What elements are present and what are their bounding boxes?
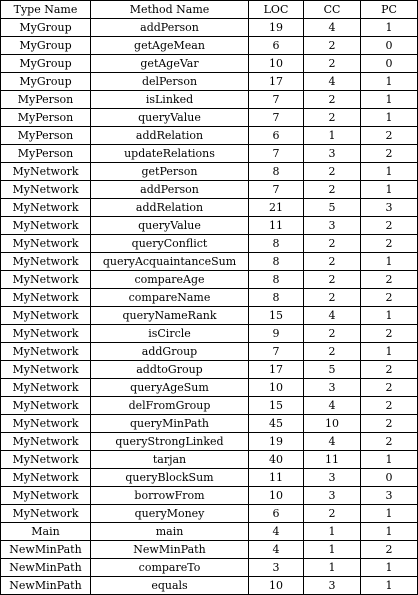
cell-pc: 1 bbox=[361, 559, 418, 577]
cell-method-name: updateRelations bbox=[91, 145, 249, 163]
table-row bbox=[1, 199, 418, 217]
cell-cc: 2 bbox=[304, 181, 361, 199]
cell-loc: 7 bbox=[249, 91, 304, 109]
cell-loc: 3 bbox=[249, 559, 304, 577]
cell-cc: 1 bbox=[304, 541, 361, 559]
table-row bbox=[1, 397, 418, 415]
cell-method-name: queryValue bbox=[91, 109, 249, 127]
table-row bbox=[1, 559, 418, 577]
cell-cc: 3 bbox=[304, 145, 361, 163]
cell-cc: 4 bbox=[304, 19, 361, 37]
cell-type-name: MyPerson bbox=[1, 109, 91, 127]
cell-cc: 3 bbox=[304, 217, 361, 235]
cell-pc: 0 bbox=[361, 37, 418, 55]
cell-loc: 7 bbox=[249, 109, 304, 127]
cell-cc: 11 bbox=[304, 451, 361, 469]
cell-pc: 2 bbox=[361, 415, 418, 433]
table-row bbox=[1, 451, 418, 469]
table-row bbox=[1, 469, 418, 487]
cell-pc: 1 bbox=[361, 253, 418, 271]
cell-cc: 2 bbox=[304, 55, 361, 73]
cell-loc: 19 bbox=[249, 433, 304, 451]
table-body bbox=[1, 19, 418, 595]
table-row bbox=[1, 433, 418, 451]
table-row bbox=[1, 307, 418, 325]
cell-cc: 2 bbox=[304, 289, 361, 307]
cell-loc: 45 bbox=[249, 415, 304, 433]
table-row bbox=[1, 127, 418, 145]
cell-method-name: getAgeMean bbox=[91, 37, 249, 55]
cell-pc: 1 bbox=[361, 343, 418, 361]
cell-pc: 1 bbox=[361, 73, 418, 91]
table-row bbox=[1, 91, 418, 109]
header-pc: PC bbox=[361, 1, 418, 19]
cell-method-name: addRelation bbox=[91, 199, 249, 217]
cell-cc: 2 bbox=[304, 163, 361, 181]
cell-loc: 7 bbox=[249, 343, 304, 361]
cell-loc: 17 bbox=[249, 361, 304, 379]
cell-type-name: MyNetwork bbox=[1, 325, 91, 343]
cell-method-name: queryNameRank bbox=[91, 307, 249, 325]
cell-method-name: queryValue bbox=[91, 217, 249, 235]
cell-cc: 2 bbox=[304, 37, 361, 55]
cell-method-name: queryMinPath bbox=[91, 415, 249, 433]
cell-loc: 8 bbox=[249, 253, 304, 271]
cell-pc: 2 bbox=[361, 217, 418, 235]
table-row bbox=[1, 577, 418, 595]
cell-pc: 1 bbox=[361, 505, 418, 523]
cell-cc: 2 bbox=[304, 271, 361, 289]
cell-type-name: NewMinPath bbox=[1, 577, 91, 595]
cell-cc: 2 bbox=[304, 505, 361, 523]
cell-pc: 2 bbox=[361, 235, 418, 253]
cell-pc: 1 bbox=[361, 307, 418, 325]
cell-type-name: MyNetwork bbox=[1, 253, 91, 271]
cell-type-name: MyGroup bbox=[1, 19, 91, 37]
cell-pc: 2 bbox=[361, 325, 418, 343]
cell-type-name: MyNetwork bbox=[1, 433, 91, 451]
cell-type-name: MyNetwork bbox=[1, 487, 91, 505]
header-cc: CC bbox=[304, 1, 361, 19]
cell-loc: 4 bbox=[249, 523, 304, 541]
cell-pc: 2 bbox=[361, 271, 418, 289]
cell-pc: 0 bbox=[361, 469, 418, 487]
cell-type-name: MyPerson bbox=[1, 127, 91, 145]
cell-pc: 1 bbox=[361, 91, 418, 109]
cell-cc: 2 bbox=[304, 253, 361, 271]
cell-method-name: main bbox=[91, 523, 249, 541]
cell-method-name: compareTo bbox=[91, 559, 249, 577]
header-loc: LOC bbox=[249, 1, 304, 19]
cell-type-name: MyNetwork bbox=[1, 361, 91, 379]
cell-pc: 3 bbox=[361, 199, 418, 217]
table-row bbox=[1, 73, 418, 91]
cell-method-name: equals bbox=[91, 577, 249, 595]
cell-method-name: queryConflict bbox=[91, 235, 249, 253]
cell-type-name: NewMinPath bbox=[1, 541, 91, 559]
cell-method-name: delFromGroup bbox=[91, 397, 249, 415]
cell-loc: 15 bbox=[249, 397, 304, 415]
cell-type-name: MyNetwork bbox=[1, 163, 91, 181]
cell-type-name: Main bbox=[1, 523, 91, 541]
table-row bbox=[1, 109, 418, 127]
cell-type-name: MyNetwork bbox=[1, 307, 91, 325]
cell-cc: 1 bbox=[304, 127, 361, 145]
table-row bbox=[1, 541, 418, 559]
table-row bbox=[1, 487, 418, 505]
cell-type-name: MyNetwork bbox=[1, 343, 91, 361]
cell-type-name: MyPerson bbox=[1, 145, 91, 163]
cell-loc: 4 bbox=[249, 541, 304, 559]
table-row bbox=[1, 271, 418, 289]
cell-type-name: MyGroup bbox=[1, 37, 91, 55]
cell-method-name: getPerson bbox=[91, 163, 249, 181]
cell-method-name: queryStrongLinked bbox=[91, 433, 249, 451]
cell-type-name: MyNetwork bbox=[1, 217, 91, 235]
cell-method-name: addGroup bbox=[91, 343, 249, 361]
cell-loc: 15 bbox=[249, 307, 304, 325]
cell-method-name: getAgeVar bbox=[91, 55, 249, 73]
cell-loc: 21 bbox=[249, 199, 304, 217]
cell-pc: 2 bbox=[361, 127, 418, 145]
cell-type-name: MyNetwork bbox=[1, 235, 91, 253]
table-row bbox=[1, 217, 418, 235]
cell-method-name: delPerson bbox=[91, 73, 249, 91]
cell-loc: 10 bbox=[249, 55, 304, 73]
table-row bbox=[1, 415, 418, 433]
cell-loc: 7 bbox=[249, 145, 304, 163]
cell-type-name: MyNetwork bbox=[1, 415, 91, 433]
cell-cc: 3 bbox=[304, 379, 361, 397]
cell-loc: 10 bbox=[249, 577, 304, 595]
cell-type-name: MyGroup bbox=[1, 73, 91, 91]
cell-type-name: MyNetwork bbox=[1, 505, 91, 523]
cell-pc: 1 bbox=[361, 577, 418, 595]
table-row bbox=[1, 19, 418, 37]
cell-pc: 2 bbox=[361, 541, 418, 559]
cell-cc: 4 bbox=[304, 397, 361, 415]
cell-method-name: addtoGroup bbox=[91, 361, 249, 379]
cell-method-name: compareName bbox=[91, 289, 249, 307]
cell-cc: 4 bbox=[304, 307, 361, 325]
cell-cc: 3 bbox=[304, 577, 361, 595]
cell-method-name: NewMinPath bbox=[91, 541, 249, 559]
cell-type-name: MyNetwork bbox=[1, 271, 91, 289]
table-row bbox=[1, 181, 418, 199]
cell-loc: 8 bbox=[249, 163, 304, 181]
cell-method-name: isCircle bbox=[91, 325, 249, 343]
cell-loc: 11 bbox=[249, 217, 304, 235]
cell-cc: 2 bbox=[304, 109, 361, 127]
cell-loc: 17 bbox=[249, 73, 304, 91]
cell-loc: 10 bbox=[249, 487, 304, 505]
header-type-name: Type Name bbox=[1, 1, 91, 19]
cell-pc: 1 bbox=[361, 523, 418, 541]
cell-pc: 1 bbox=[361, 181, 418, 199]
cell-cc: 10 bbox=[304, 415, 361, 433]
cell-loc: 8 bbox=[249, 289, 304, 307]
table-row bbox=[1, 343, 418, 361]
cell-loc: 6 bbox=[249, 37, 304, 55]
cell-method-name: queryAcquaintanceSum bbox=[91, 253, 249, 271]
table-row bbox=[1, 163, 418, 181]
table-row bbox=[1, 55, 418, 73]
cell-cc: 1 bbox=[304, 559, 361, 577]
cell-method-name: queryMoney bbox=[91, 505, 249, 523]
cell-cc: 2 bbox=[304, 343, 361, 361]
cell-method-name: addPerson bbox=[91, 19, 249, 37]
cell-cc: 2 bbox=[304, 325, 361, 343]
table-row bbox=[1, 325, 418, 343]
cell-type-name: MyNetwork bbox=[1, 181, 91, 199]
cell-pc: 1 bbox=[361, 451, 418, 469]
cell-type-name: MyNetwork bbox=[1, 379, 91, 397]
cell-pc: 1 bbox=[361, 109, 418, 127]
cell-cc: 3 bbox=[304, 469, 361, 487]
cell-type-name: MyNetwork bbox=[1, 451, 91, 469]
cell-loc: 7 bbox=[249, 181, 304, 199]
table-row bbox=[1, 379, 418, 397]
cell-cc: 5 bbox=[304, 199, 361, 217]
cell-pc: 1 bbox=[361, 163, 418, 181]
cell-cc: 2 bbox=[304, 91, 361, 109]
cell-loc: 8 bbox=[249, 235, 304, 253]
table-row bbox=[1, 253, 418, 271]
cell-pc: 1 bbox=[361, 19, 418, 37]
cell-cc: 4 bbox=[304, 433, 361, 451]
cell-pc: 3 bbox=[361, 487, 418, 505]
cell-method-name: addRelation bbox=[91, 127, 249, 145]
table-row bbox=[1, 361, 418, 379]
cell-method-name: compareAge bbox=[91, 271, 249, 289]
cell-cc: 3 bbox=[304, 487, 361, 505]
cell-method-name: queryAgeSum bbox=[91, 379, 249, 397]
cell-cc: 1 bbox=[304, 523, 361, 541]
cell-loc: 11 bbox=[249, 469, 304, 487]
cell-method-name: addPerson bbox=[91, 181, 249, 199]
table-row bbox=[1, 505, 418, 523]
cell-type-name: MyPerson bbox=[1, 91, 91, 109]
cell-method-name: tarjan bbox=[91, 451, 249, 469]
cell-loc: 19 bbox=[249, 19, 304, 37]
cell-method-name: borrowFrom bbox=[91, 487, 249, 505]
cell-method-name: isLinked bbox=[91, 91, 249, 109]
table-row bbox=[1, 37, 418, 55]
cell-loc: 6 bbox=[249, 127, 304, 145]
table-row bbox=[1, 289, 418, 307]
cell-cc: 5 bbox=[304, 361, 361, 379]
cell-pc: 2 bbox=[361, 289, 418, 307]
cell-type-name: MyGroup bbox=[1, 55, 91, 73]
cell-pc: 2 bbox=[361, 433, 418, 451]
cell-loc: 9 bbox=[249, 325, 304, 343]
table-row bbox=[1, 235, 418, 253]
table-row bbox=[1, 523, 418, 541]
cell-method-name: queryBlockSum bbox=[91, 469, 249, 487]
cell-loc: 10 bbox=[249, 379, 304, 397]
cell-loc: 6 bbox=[249, 505, 304, 523]
header-row bbox=[1, 1, 418, 19]
cell-cc: 4 bbox=[304, 73, 361, 91]
header-method-name: Method Name bbox=[91, 1, 249, 19]
cell-pc: 0 bbox=[361, 55, 418, 73]
cell-type-name: MyNetwork bbox=[1, 397, 91, 415]
cell-pc: 2 bbox=[361, 361, 418, 379]
cell-pc: 2 bbox=[361, 145, 418, 163]
cell-loc: 8 bbox=[249, 271, 304, 289]
cell-type-name: MyNetwork bbox=[1, 289, 91, 307]
cell-pc: 2 bbox=[361, 397, 418, 415]
cell-loc: 40 bbox=[249, 451, 304, 469]
table-row bbox=[1, 145, 418, 163]
cell-type-name: MyNetwork bbox=[1, 199, 91, 217]
cell-type-name: NewMinPath bbox=[1, 559, 91, 577]
cell-pc: 2 bbox=[361, 379, 418, 397]
cell-type-name: MyNetwork bbox=[1, 469, 91, 487]
cell-cc: 2 bbox=[304, 235, 361, 253]
